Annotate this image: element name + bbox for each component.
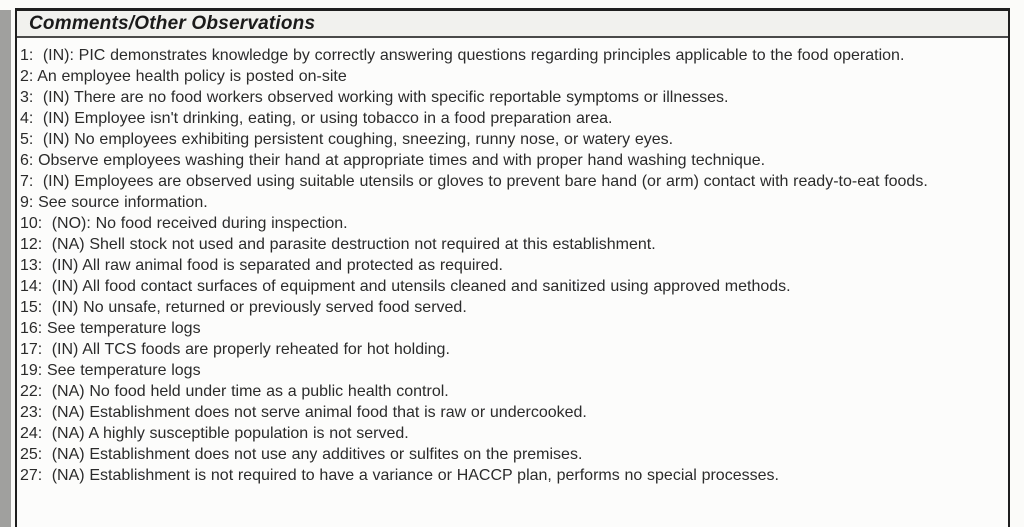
comment-line: 1: (IN): PIC demonstrates knowledge by correctly answering questions regarding principles applicable to the food operation. <box>20 47 905 64</box>
comment-line: 13: (IN) All raw animal food is separated and protected as required. <box>20 257 503 274</box>
comment-line: 23: (NA) Establishment does not serve animal food that is raw or undercooked. <box>20 404 587 421</box>
comment-line: 15: (IN) No unsafe, returned or previously served food served. <box>20 299 467 316</box>
comments-panel <box>15 8 1010 527</box>
panel-header <box>17 11 1008 38</box>
comment-line: 10: (NO): No food received during inspection. <box>20 215 348 232</box>
comment-line: 25: (NA) Establishment does not use any additives or sulfites on the premises. <box>20 446 583 463</box>
panel-title: Comments/Other Observations <box>29 12 316 34</box>
comment-line: 27: (NA) Establishment is not required to have a variance or HACCP plan, performs no special processes. <box>20 467 779 484</box>
comment-line: 14: (IN) All food contact surfaces of equipment and utensils cleaned and sanitized using approved methods. <box>20 278 791 295</box>
comment-line: 16: See temperature logs <box>20 320 201 337</box>
comment-line: 5: (IN) No employees exhibiting persistent coughing, sneezing, runny nose, or watery eyes. <box>20 131 674 148</box>
comment-line: 2: An employee health policy is posted on-site <box>20 68 347 85</box>
comment-line: 6: Observe employees washing their hand at appropriate times and with proper hand washing technique. <box>20 152 766 169</box>
page-edge-shadow <box>0 10 11 527</box>
comment-line: 19: See temperature logs <box>20 362 201 379</box>
comment-line: 24: (NA) A highly susceptible population is not served. <box>20 425 409 442</box>
comment-line: 3: (IN) There are no food workers observed working with specific reportable symptoms or illnesses. <box>20 89 729 106</box>
comment-line: 17: (IN) All TCS foods are properly reheated for hot holding. <box>20 341 450 358</box>
comments-list <box>17 38 1008 486</box>
comment-line: 9: See source information. <box>20 194 208 211</box>
comment-line: 4: (IN) Employee isn't drinking, eating, or using tobacco in a food preparation area. <box>20 110 613 127</box>
comment-line: 12: (NA) Shell stock not used and parasite destruction not required at this establishment. <box>20 236 656 253</box>
comment-line: 22: (NA) No food held under time as a public health control. <box>20 383 449 400</box>
comment-line: 7: (IN) Employees are observed using suitable utensils or gloves to prevent bare hand (or arm) contact with ready-to-eat foods. <box>20 173 928 190</box>
